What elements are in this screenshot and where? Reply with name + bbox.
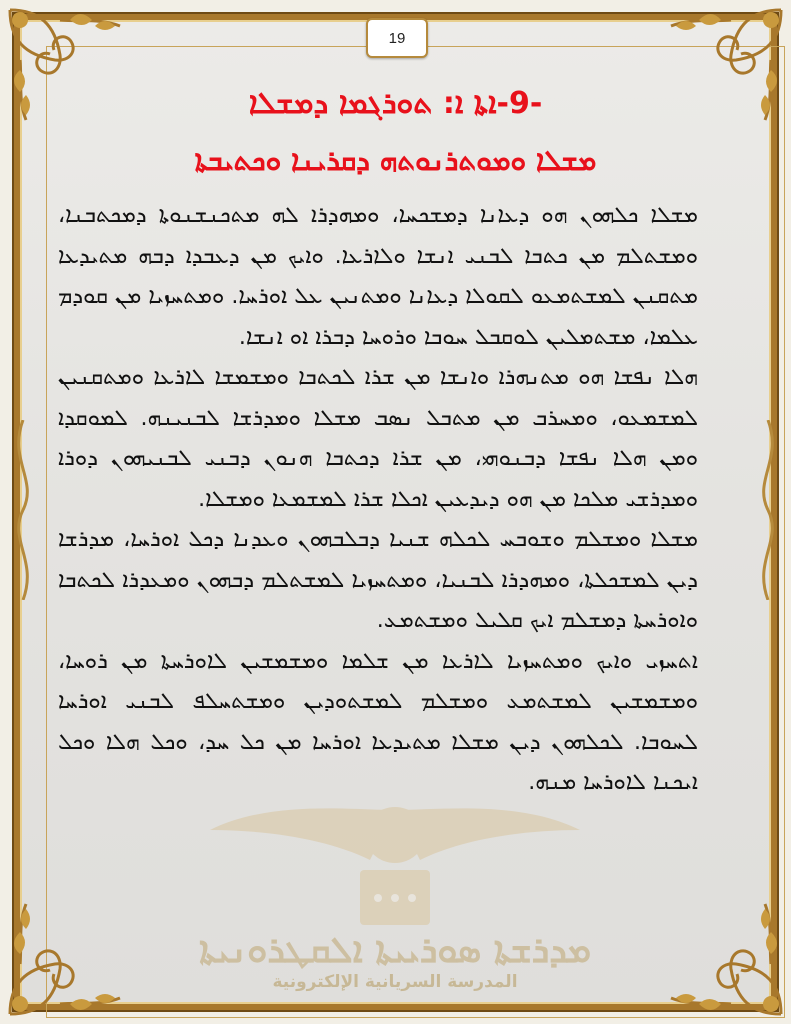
corner-ornament-icon [641, 874, 791, 1024]
school-emblem-icon [150, 790, 640, 930]
side-ornament-icon [753, 420, 783, 600]
school-name-arabic: المدرسة السريانية الإلكترونية [272, 972, 518, 992]
lesson-subtitle: ܡܫܠܐ ܘܡܘܬܪܢܘܬܗ ܕܩܪܝܢܐ ܘܟܬܝܒܬܐ [194, 144, 597, 177]
paragraph: ܡܫܠܐ ܘܡܫܠܡ ܘܫܘܒܚ ܠܟܠܗ ܫܢܝܐ ܕܒܠܒܗܘܢ ܘܥܕܢܐ ܕܟܠ ܐܘܪܚܐ، ܡܕܪܫܐ ܕܝܢ ܠܡܫܟܠܬܐ، ܘܡܗܕܪܐ ܠܒܢܝܐ، ܘܡܬܚܙܝܐ ܠܡܫܬܠܡ ܕܒܗܘܢ ܘܡܥܕܪܐ ܠܟܬܒܐ ܘܐܘܪܚܬܐ ܕܡܫܠܡ ܐܝܟ ܩܠܝܠ ܘܡܫܬܡܥ. [58, 527, 698, 633]
side-ornament-icon [8, 420, 38, 600]
page-number: 19 [366, 18, 428, 58]
corner-ornament-icon [641, 0, 791, 150]
paragraph: ܗܠܐ ܢܦܫܐ ܗܘ ܡܬܢܗܪܐ ܘܐܢܫܐ ܡܢ ܫܪܐ ܠܟܬܒܐ ܘܡܫܡܫܐ ܠܐܪܥܐ ܘܡܬܩܢܝܢ ܠܡܫܡܥܘ، ܘܡܚܪܒ ܡܢ ܡܬܒܠ ܢܣܒ ܡܫܠܐ ܘܡܕܪܫܐ ܠܒܢܝܢܗ. ܠܡܘܩܕܐ ܘܡܢ ܗܠܐ ܢܦܫܐ ܕܒܢܘܗܝ، ܡܢ ܫܪܐ ܕܟܬܒܐ ܗܢܘܢ ܕܒܢܝ ܠܒܢܝܗܘܢ ܕܘܪܐ ܘܡܕܪܫܝ ܡܠܟܐ ܡܢ ܗܘ ܕܝܕܥܝܢ ܐܟܠܐ ܫܪܐ ܠܡܫܡܥܐ ܘܡܫܠܐ. [58, 365, 698, 512]
corner-ornament-icon [0, 0, 150, 150]
paragraph: ܡܫܠܐ ܟܠܗܘܢ ܗܘ ܕܥܐܢܐ ܕܡܫܟܚܐ، ܘܡܗܕܪܐ ܠܗ ܡܬܟܢܫܢܘܬܐ ܕܡܟܬܒܢܐ، ܘܡܫܬܠܡ ܡܢ ܟܬܒܐ ܠܒܢܝ ܐܢܫܐ ܘܠܐܪܥܐ. ܘܐܝܟ ܡܢ ܕܥܒܕܐ ܕܒܗ ܡܬܝܕܥܐ ܡܬܩܢܢ ܠܡܫܬܡܥܘ ܠܩܘܠܐ ܕܥܐܢܐ ܘܡܬܢܝܢ ܥܠ ܐܘܪܚܐ. ܘܡܬܚܙܝܐ ܡܢ ܩܘܕܡ ܥܠܡܐ، ܡܫܬܡܠܝܢ ܠܘܩܒܠ ܚܘܒܐ ܘܪܘܚܐ ܕܒܪܐ ܐܘ ܐܢܫܐ. [58, 203, 698, 350]
paragraph: ܐܬܚܙܝ ܘܐܝܟ ܘܡܬܚܙܝܐ ܠܐܪܥܐ ܡܢ ܫܠܡܐ ܘܡܫܡܫܝܢ ܠܐܘܪܚܬܐ ܡܢ ܪܘܚܐ، ܘܡܫܡܫܝܢ ܠܡܫܬܡܥ ܘܡܫܠܡ ܠܡܫܬܘܕܝܢ ܘܡܫܬܚܠܦ ܠܒܢܝ ܐܘܪܚܐ ܠܚܘܒܐ. ܠܟܠܗܘܢ ܕܝܢ ܡܫܠܐ ܡܬܝܕܥܐ ܐܘܪܚܐ ܡܢ ܟܠ ܚܕ، ܘܟܠ ܗܠܐ ܘܟܠ ܐܝܟܢܐ ܠܐܘܪܚܐ ܡܢܗ. [58, 648, 698, 795]
school-name-syriac: ܡܕܪܫܬܐ ܣܘܪܝܝܬܐ ܐܠܩܛܪܘܢܝܬܐ [198, 930, 592, 971]
lesson-title: -9-ܐܬܐ ܐ: ܬܘܪܓܡܐ ܕܡܫܠܐ [248, 86, 543, 121]
corner-ornament-icon [0, 874, 150, 1024]
lesson-body [58, 196, 698, 804]
